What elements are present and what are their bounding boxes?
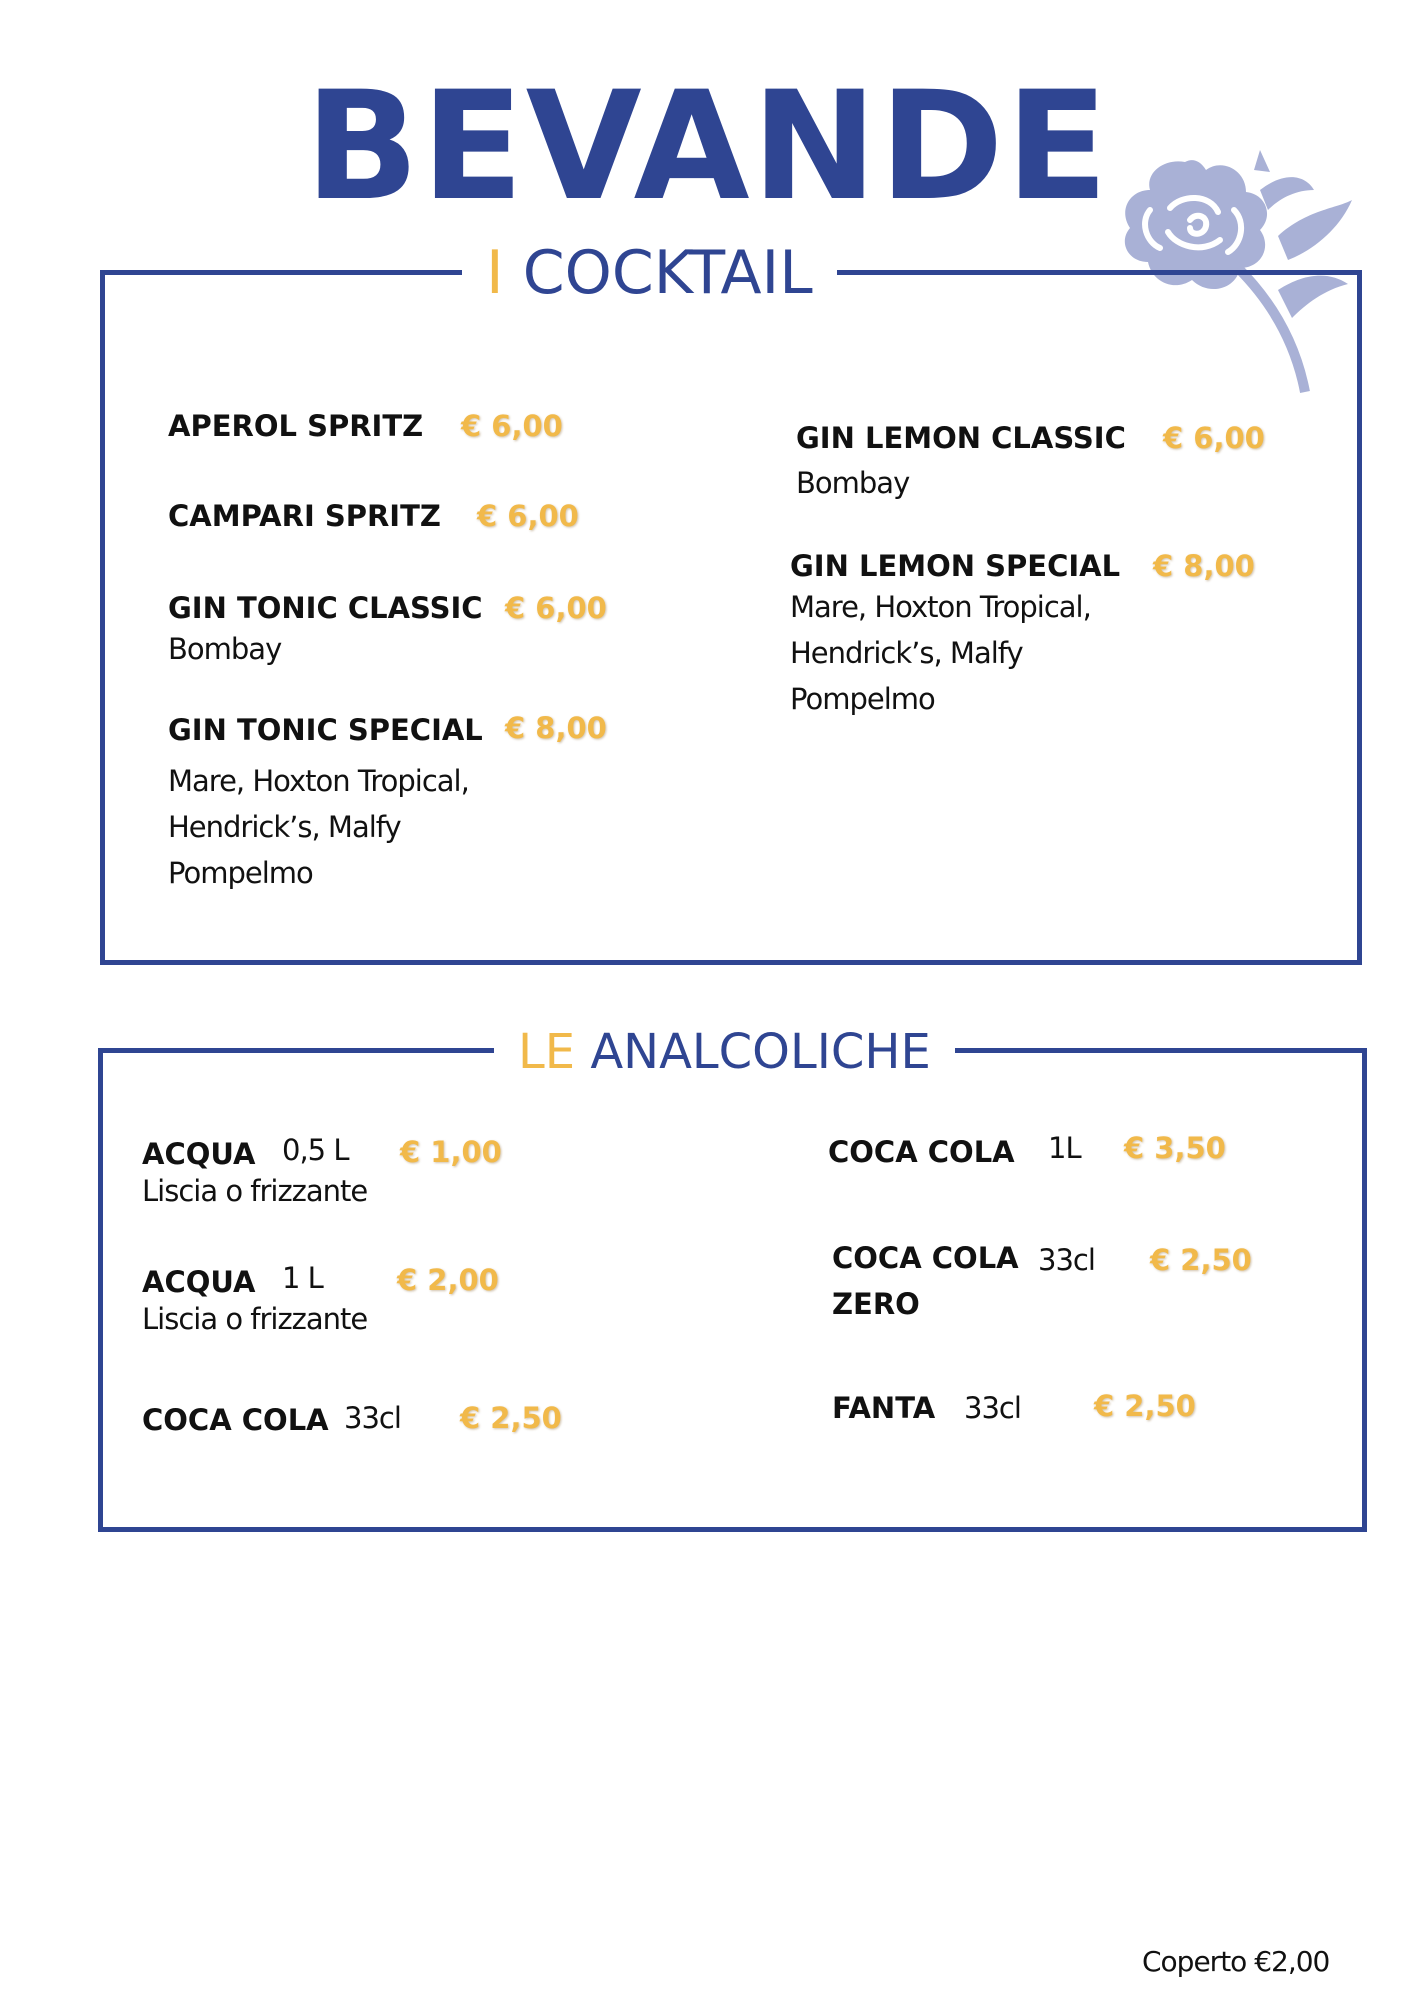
item-size: 1L xyxy=(1048,1131,1081,1165)
item-name: FANTA xyxy=(832,1391,936,1425)
item-price: € 6,00 xyxy=(1163,421,1265,455)
item-size: 33cl xyxy=(344,1401,401,1435)
item-price: € 2,50 xyxy=(1094,1389,1196,1423)
section-title-text: COCKTAIL xyxy=(522,238,813,308)
item-price: € 3,50 xyxy=(1124,1131,1226,1165)
item-description: Liscia o frizzante xyxy=(142,1302,368,1336)
item-name: ZERO xyxy=(832,1287,920,1321)
item-price: € 6,00 xyxy=(461,409,563,443)
section-prefix: LE xyxy=(518,1024,576,1080)
item-price: € 8,00 xyxy=(505,711,607,745)
item-description: Bombay xyxy=(796,466,910,500)
item-size: 0,5 L xyxy=(282,1133,349,1167)
item-description: Pompelmo xyxy=(790,682,935,716)
item-size: 33cl xyxy=(1038,1243,1095,1277)
item-description: Hendrick’s, Malfy xyxy=(168,810,401,844)
item-description: Hendrick’s, Malfy xyxy=(790,636,1023,670)
section-title-text: ANALCOLICHE xyxy=(590,1024,931,1080)
cocktail-section-title xyxy=(462,235,837,311)
item-description: Bombay xyxy=(168,632,282,666)
item-description: Liscia o frizzante xyxy=(142,1174,368,1208)
item-size: 33cl xyxy=(964,1391,1021,1425)
item-name: ACQUA xyxy=(142,1265,256,1299)
item-price: € 2,00 xyxy=(397,1263,499,1297)
item-name: GIN TONIC SPECIAL xyxy=(168,713,483,747)
soft-drinks-section-title xyxy=(494,1022,955,1082)
item-name: GIN LEMON CLASSIC xyxy=(796,421,1126,455)
item-price: € 8,00 xyxy=(1153,549,1255,583)
item-name: CAMPARI SPRITZ xyxy=(168,499,441,533)
item-price: € 6,00 xyxy=(505,591,607,625)
cover-charge: Coperto €2,00 xyxy=(1142,1945,1330,1978)
item-price: € 1,00 xyxy=(400,1135,502,1169)
item-price: € 6,00 xyxy=(477,499,579,533)
item-name: COCA COLA xyxy=(832,1241,1019,1275)
item-name: ACQUA xyxy=(142,1137,256,1171)
page-title: BEVANDE xyxy=(304,60,1111,234)
item-name: COCA COLA xyxy=(828,1135,1015,1169)
item-name: GIN LEMON SPECIAL xyxy=(790,549,1121,583)
item-price: € 2,50 xyxy=(460,1401,562,1435)
item-size: 1 L xyxy=(282,1261,323,1295)
item-description: Pompelmo xyxy=(168,856,313,890)
item-name: COCA COLA xyxy=(142,1403,329,1437)
section-prefix: I xyxy=(486,238,504,308)
item-name: GIN TONIC CLASSIC xyxy=(168,591,483,625)
item-description: Mare, Hoxton Tropical, xyxy=(790,590,1091,624)
item-price: € 2,50 xyxy=(1150,1243,1252,1277)
item-name: APEROL SPRITZ xyxy=(168,409,424,443)
item-description: Mare, Hoxton Tropical, xyxy=(168,764,469,798)
